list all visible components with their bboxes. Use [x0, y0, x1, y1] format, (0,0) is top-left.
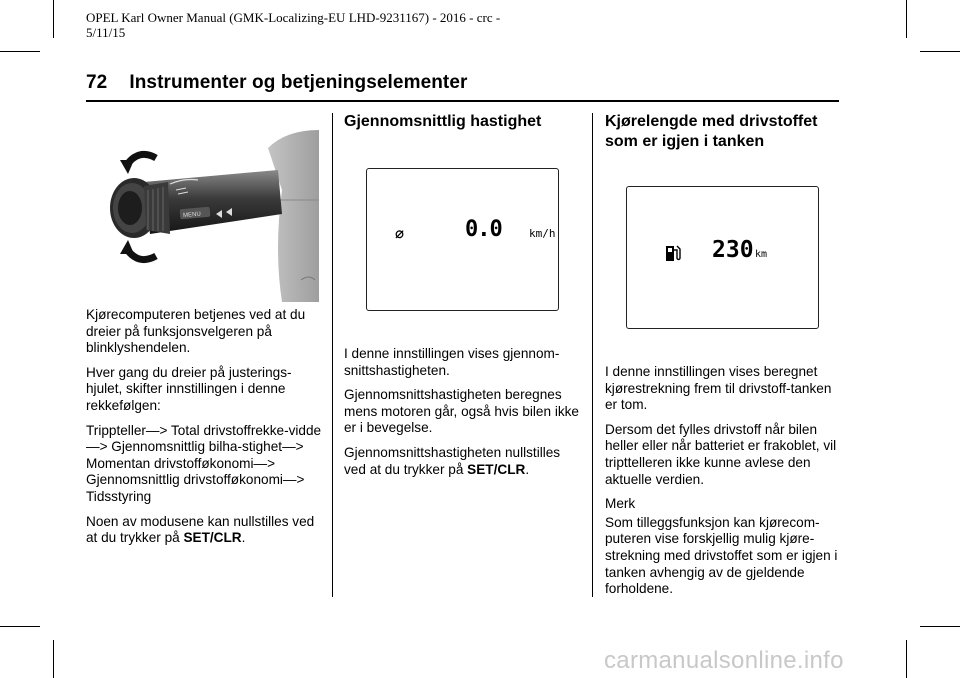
column-right [605, 112, 845, 152]
note-label: Merk [605, 496, 636, 512]
crop-mark [0, 51, 40, 52]
page-number: 72 [86, 72, 108, 93]
heading-line: Kjørelengde med drivstoffet [605, 113, 818, 130]
crop-mark [906, 640, 907, 678]
crop-mark [920, 626, 960, 627]
paragraph: Gjennomsnittshastigheten beregnes mens motoren går, også hvis bilen ikke er i bevegelse. [344, 387, 579, 436]
stalk-illustration [86, 130, 319, 302]
range-unit: km [755, 249, 768, 260]
crop-mark [53, 0, 54, 38]
crop-mark [53, 640, 54, 678]
paragraph: I denne innstillingen vises beregnet kjørestrekning frem til drivstoff-tanken er tom. [605, 364, 832, 413]
heading-line: som er igjen i tanken [605, 133, 765, 150]
paragraph-text: . [525, 461, 530, 477]
section-heading: Gjennomsnittlig hastighet [344, 113, 542, 130]
column-left [86, 307, 324, 555]
fuel-pump-icon [665, 244, 681, 267]
set-clr-label: SET/CLR [183, 530, 242, 546]
paragraph-text: . [241, 530, 246, 546]
watermark: carmanualsonline.info [604, 647, 844, 674]
average-speed-display [366, 168, 559, 311]
stalk-button-label: MENU [182, 211, 202, 220]
note-text: Som tilleggsfunksjon kan kjørecom-puteren vise forskjellig mulig kjøre-strekning med drivstoffet som er igjen i tanken avhengig av de gjeldende forholdene. [605, 514, 838, 597]
document-meta: OPEL Karl Owner Manual (GMK-Localizing-EU LHD-9231167) - 2016 - crc - 5/11/15 [86, 10, 501, 40]
speed-unit: km/h [529, 227, 556, 240]
column-right-body [605, 364, 845, 606]
column-middle [344, 112, 584, 132]
section-title: Instrumenter og betjeningselementer [129, 72, 468, 93]
turn-signal-stalk-image [86, 130, 319, 302]
paragraph: Dersom det fylles drivstoff når bilen heller eller når batteriet er frakoblet, vil tripttelleren ikke kunne avlese den aktuelle verdien. [605, 421, 837, 487]
paragraph [86, 514, 324, 547]
column-divider [592, 113, 593, 597]
paragraph: Hver gang du dreier på justerings-hjulet, skifter innstillingen i denne rekkefølgen: [86, 364, 292, 413]
page-heading [86, 72, 468, 94]
header-rule [86, 100, 839, 102]
column-divider [332, 113, 333, 597]
paragraph-text: Noen av modusene kan nullstilles ved at du trykker på [86, 513, 315, 546]
crop-mark [906, 0, 907, 38]
column-middle-body [344, 346, 584, 486]
crop-mark [920, 51, 960, 52]
paragraph: Kjørecomputeren betjenes ved at du dreier på funksjonsvelgeren på blinklyshendelen. [86, 307, 306, 356]
average-speed-value: 0.0 [465, 217, 502, 242]
set-clr-label: SET/CLR [467, 461, 526, 477]
paragraph [344, 445, 584, 478]
section-heading [605, 112, 845, 152]
range-display [626, 186, 819, 329]
paragraph: Trippteller—> Total drivstoffrekke-vidde—> Gjennomsnittlig bilha-stighet—> Momentan drivstofføkonomi—> Gjennomsnittlig drivstofføkonomi—> Tidsstyring [86, 422, 322, 504]
paragraph: I denne innstillingen vises gjennom-snittshastigheten. [344, 346, 560, 378]
paragraph-text: Gjennomsnittshastigheten nullstilles ved at du trykker på [344, 444, 561, 477]
range-value: 230 [712, 237, 754, 263]
crop-mark [0, 626, 40, 627]
average-symbol: ⌀ [395, 225, 405, 243]
